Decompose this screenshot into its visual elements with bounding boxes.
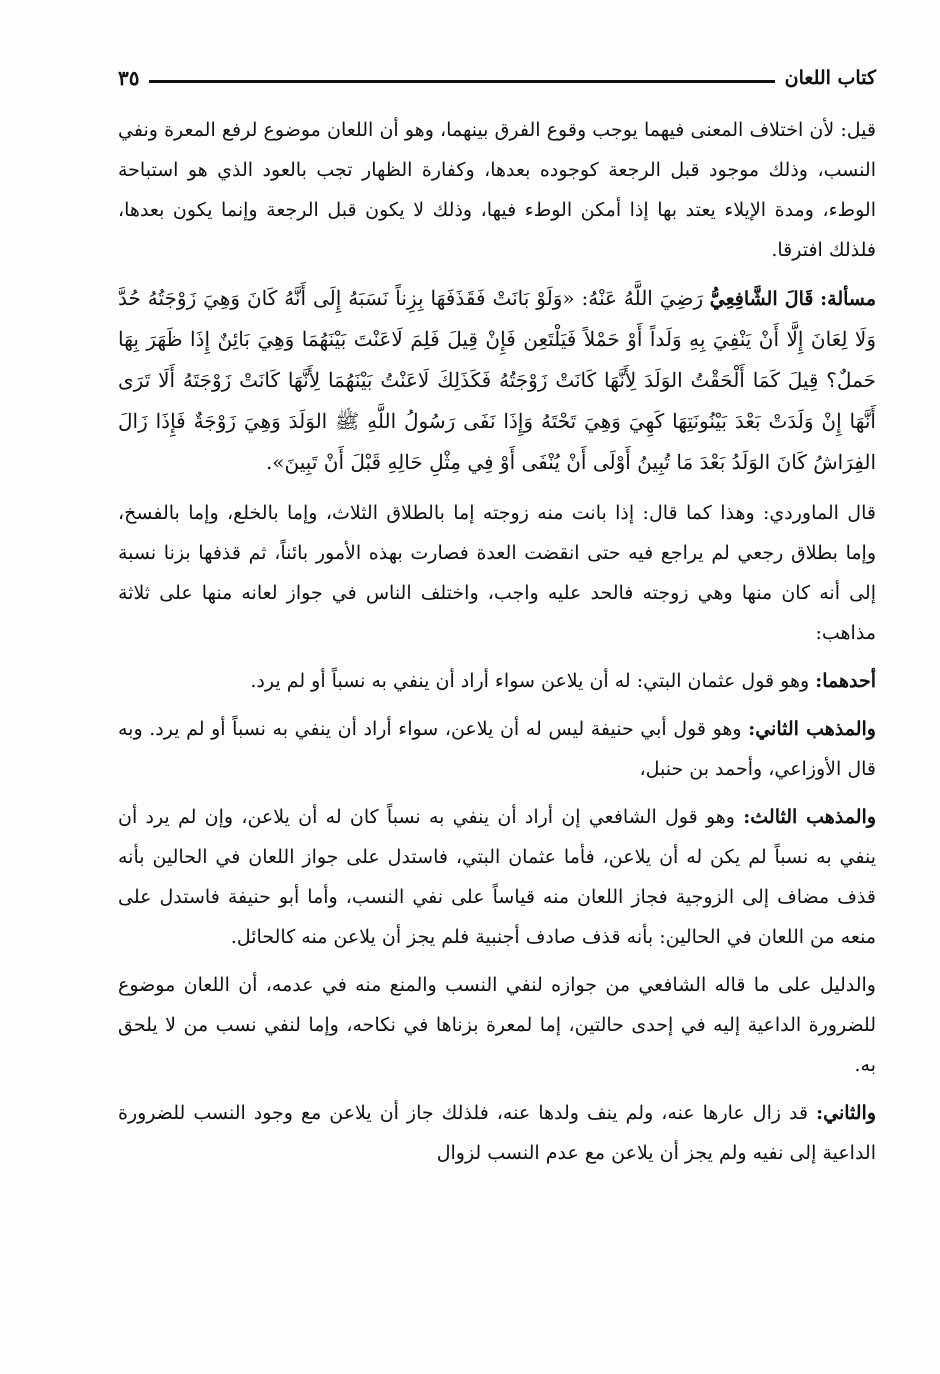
paragraph-4-text: وهو قول أبي حنيفة ليس له أن يلاعن، سواء أراد أن ينفي به نسباً أو لم يرد. وبه قال الأوزاعي، وأحمد بن حنبل، bbox=[118, 718, 876, 780]
paragraph-6-text: والدليل على ما قاله الشافعي من جوازه لنفي النسب والمنع منه في عدمه، أن اللعان موضوع للضرورة الداعية إليه في إحدى حالتين، إما لمعرة بزناها في نكاحه، وإما لنفي نسب من لا يلحق به. bbox=[118, 974, 876, 1076]
masala-shafii: قَالَ الشَّافِعِيُّ bbox=[709, 288, 814, 310]
paragraph-6 bbox=[118, 965, 876, 1085]
paragraph-3 bbox=[118, 661, 876, 701]
paragraph-5-text: وهو قول الشافعي إن أراد أن ينفي به نسباً كان له أن يلاعن، وإن لم يرد أن ينفي به نسباً لم يكن له أن يلاعن، فأما عثمان البتي، فاستدل على جواز اللعان في الحالين بأنه قذف مضاف إلى الزوجية فجاز اللعان منه قياساً على نفي النسب، وأما أبو حنيفة فاستدل على منعه من اللعان في الحالين: بأنه قذف صادف أجنبية فلم يجز أن يلاعن منه كالحائل. bbox=[118, 806, 876, 948]
paragraph-5-label: والمذهب الثالث: bbox=[743, 806, 876, 828]
paragraph-3-text: وهو قول عثمان البتي: له أن يلاعن سواء أراد أن ينفي به نسباً أو لم يرد. bbox=[250, 670, 810, 692]
masala-quote: رَضِيَ اللَّهُ عَنْهُ: «وَلَوْ بَانَتْ فَقَذَفَهَا بِزِناً نَسَبَهُ إِلَى أَنَّهُ كَانَ وَهِيَ زَوْجَتُهُ حُدَّ وَلَا لِعَانَ إِلَّا أَنْ يَنْفِيَ بِهِ وَلَداً أَوْ حَمْلاً فَيَلْتَعِن فَإِنْ قِيلَ فَلِمَ لَاعَنْتَ بَيْنَهُمَا وَهِيَ بَائِنٌ إِذَا ظَهَرَ بِهَا حَملٌ؟ قِيلَ كَمَا أَلْحَقْتُ الوَلَدَ لِأَنَّهَا كَانَتْ زَوْجَتُهُ فَكَذَلِكَ لَاعَنْتُ بَيْنَهُمَا لِأَنَّهَا كَانَتْ زَوْجَتَهُ أَلَا تَرَى أَنَّهَا إِنْ وَلَدَتْ بَعْدَ بَيْنُونَتِهَا كَهِيَ وَهِيَ تَحْتَهُ وَإِذَا نَفَى رَسُولُ اللَّهِ ﷺ الوَلَدَ وَهِيَ زَوْجَةٌ فَإِذَا زَالَ الفِرَاشُ كَانَ الوَلَدُ بَعْدَ مَا تُبِينُ أَوْلَى أَنْ يُنْفَى أَوْ فِي مِثْلِ حَالِهِ قَبْلَ أَنْ تَبِينَ». bbox=[118, 286, 876, 474]
page-body bbox=[118, 110, 876, 1173]
paragraph-7 bbox=[118, 1093, 876, 1173]
masala-paragraph bbox=[118, 278, 876, 483]
paragraph-7-text: قد زال عارها عنه، ولم ينف ولدها عنه، فلذلك جاز أن يلاعن مع وجود النسب للضرورة الداعية إلى نفيه ولم يجز أن يلاعن مع عدم النسب لزوال bbox=[118, 1102, 876, 1164]
paragraph-2 bbox=[118, 493, 876, 653]
paragraph-5 bbox=[118, 797, 876, 957]
page-header bbox=[118, 58, 876, 98]
paragraph-7-label: والثاني: bbox=[816, 1102, 877, 1124]
paragraph-4-label: والمذهب الثاني: bbox=[748, 718, 876, 740]
masala-label: مسألة: bbox=[820, 288, 877, 310]
paragraph-3-label: أحدهما: bbox=[815, 670, 876, 692]
header-rule bbox=[149, 80, 774, 83]
paragraph-1 bbox=[118, 110, 876, 270]
paragraph-2-text: قال الماوردي: وهذا كما قال: إذا بانت منه زوجته إما بالطلاق الثلاث، وإما بالخلع، وإما بالفسخ، وإما بطلاق رجعي لم يراجع فيه حتى انقضت العدة فصارت بهذه الأمور بائناً، ثم قذفها بزنا نسبة إلى أنه كان منها وهي زوجته فالحد عليه واجب، واختلف الناس في جواز لعانه منها على ثلاثة مذاهب: bbox=[118, 502, 876, 644]
paragraph-1-text: قيل: لأن اختلاف المعنى فيهما يوجب وقوع الفرق بينهما، وهو أن اللعان موضوع لرفع المعرة ونفي النسب، وذلك موجود قبل الرجعة كوجوده بعدها، وكفارة الظهار تجب بالعود الذي هو استباحة الوطء، ومدة الإيلاء يعتد بها إذا أمكن الوطء فيها، وذلك لا يكون قبل الرجعة وإنما يكون بعدها، فلذلك افترقا. bbox=[118, 119, 876, 261]
chapter-title: كتاب اللعان bbox=[784, 67, 876, 89]
page-number: ٣٥ bbox=[118, 66, 140, 90]
paragraph-4 bbox=[118, 709, 876, 789]
